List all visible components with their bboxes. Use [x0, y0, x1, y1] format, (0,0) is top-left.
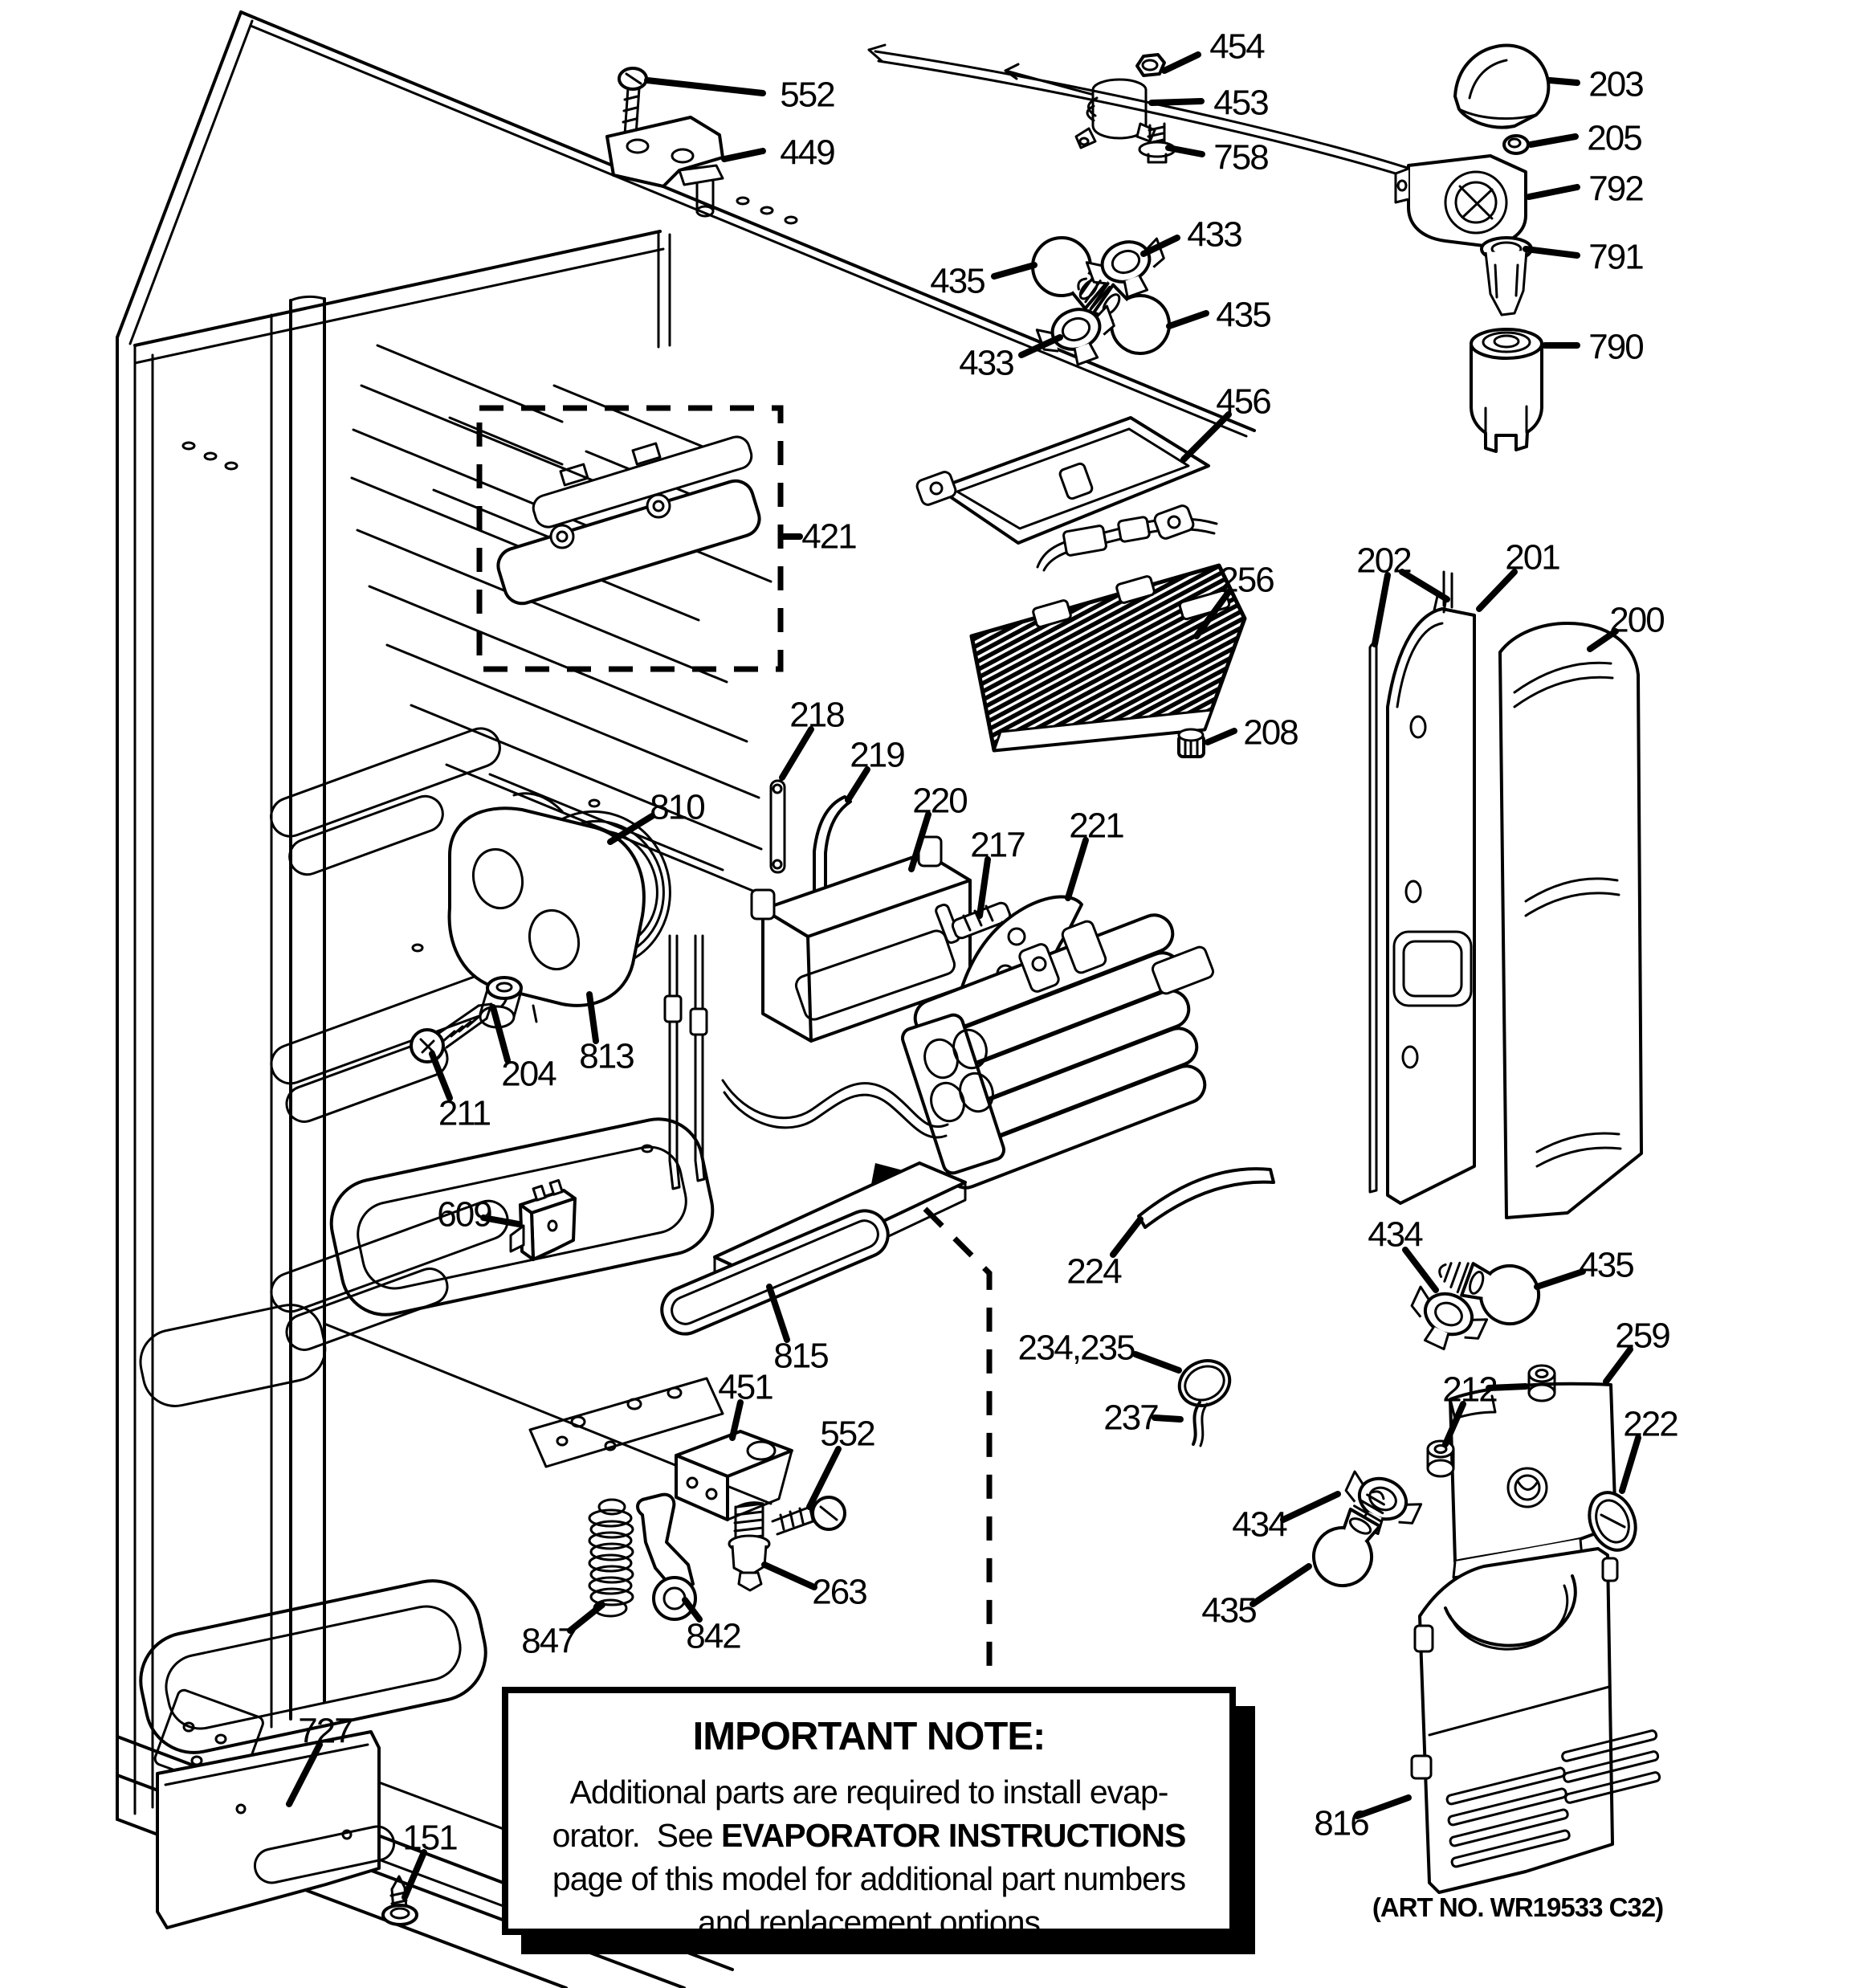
callout-label-456: 456 [1216, 382, 1270, 422]
callout-label-220: 220 [912, 781, 967, 821]
callout-leader-435 [994, 265, 1034, 276]
part-433-socket-left [1035, 299, 1123, 374]
part-816-evaporator-cover [1412, 1549, 1661, 1892]
callout-label-221: 221 [1069, 806, 1123, 846]
part-200-cover-panel [1500, 623, 1641, 1218]
callout-leader-435 [1169, 313, 1206, 326]
part-224-rail [1139, 1169, 1274, 1227]
callout-leader-791 [1526, 249, 1577, 255]
callout-label-434: 434 [1368, 1214, 1422, 1255]
callout-label-212: 212 [1442, 1370, 1497, 1410]
part-237-wire [1193, 1402, 1207, 1446]
part-790-water-filter [1471, 329, 1542, 451]
callout-leader-224 [1113, 1219, 1140, 1255]
callout-label-790: 790 [1588, 327, 1643, 367]
callout-label-791: 791 [1588, 237, 1643, 277]
callout-label-435: 435 [1201, 1590, 1256, 1631]
callout-label-211: 211 [438, 1093, 491, 1133]
important-note-title: IMPORTANT NOTE: [692, 1715, 1046, 1758]
callout-leader-435 [1253, 1566, 1309, 1604]
callout-label-433: 433 [959, 343, 1013, 383]
callout-leader-208 [1208, 731, 1234, 742]
callout-label-208: 208 [1243, 712, 1298, 753]
callout-label-259: 259 [1615, 1316, 1669, 1356]
callout-label-217: 217 [970, 825, 1025, 865]
note-line2-pre: orator. See [552, 1817, 721, 1854]
note-connector-dashed-line [925, 1209, 989, 1680]
note-line1: Additional parts are required to install evap- [569, 1774, 1168, 1810]
callout-leader-234,235 [1135, 1354, 1179, 1370]
callout-leader-202 [1375, 575, 1388, 644]
callout-label-237: 237 [1103, 1398, 1158, 1438]
callout-label-454: 454 [1209, 27, 1264, 67]
callout-label-449: 449 [780, 133, 834, 173]
callout-leader-792 [1529, 187, 1577, 197]
callout-leader-552 [647, 80, 763, 93]
callout-label-810: 810 [650, 787, 704, 827]
part-449-bracket [607, 117, 723, 216]
callout-label-433: 433 [1187, 214, 1241, 255]
callout-leader-203 [1550, 80, 1577, 83]
callout-leader-201 [1479, 572, 1514, 609]
callout-label-552: 552 [780, 75, 834, 115]
part-203-filter-cover-cap [1455, 46, 1548, 128]
callout-label-234,235: 234,235 [1017, 1328, 1135, 1368]
part-205-grommet [1504, 136, 1528, 153]
art-number: (ART NO. WR19533 C32) [1372, 1892, 1664, 1922]
callout-label-435: 435 [930, 261, 984, 301]
callout-label-815: 815 [773, 1336, 828, 1376]
part-212-grommet-lower [1428, 1441, 1453, 1476]
callout-label-204: 204 [501, 1054, 556, 1094]
callout-label-816: 816 [1314, 1803, 1368, 1843]
note-line3: page of this model for additional part numbers [552, 1860, 1186, 1897]
callout-leader-218 [782, 729, 811, 778]
callout-label-842: 842 [686, 1616, 740, 1656]
callout-label-435: 435 [1216, 295, 1270, 335]
callout-leader-205 [1531, 137, 1576, 145]
callout-label-847: 847 [521, 1621, 576, 1661]
part-454-nut [1137, 55, 1164, 76]
note-line4: and replacement options [697, 1904, 1041, 1941]
part-421-module [479, 408, 781, 669]
callout-label-434: 434 [1232, 1504, 1286, 1545]
callout-leader-449 [724, 151, 763, 159]
note-line2-bold: EVAPORATOR INSTRUCTIONS [720, 1817, 1186, 1854]
part-218-rod [771, 781, 785, 872]
callout-label-552: 552 [820, 1414, 874, 1454]
part-256-evaporator-cover [972, 565, 1245, 750]
callout-label-219: 219 [850, 735, 904, 775]
callout-label-202: 202 [1356, 541, 1411, 581]
callout-label-200: 200 [1609, 600, 1664, 640]
callout-leader-434 [1405, 1250, 1436, 1290]
part-208-cap [1179, 729, 1204, 757]
callout-leader-453 [1152, 101, 1201, 103]
callout-leader-434 [1283, 1494, 1338, 1520]
callout-label-201: 201 [1505, 537, 1559, 578]
callout-label-203: 203 [1588, 64, 1643, 104]
part-727-kick-plate [157, 1732, 397, 1928]
part-609-switch [511, 1180, 575, 1259]
important-note-box [502, 1687, 1236, 1941]
callout-label-453: 453 [1213, 83, 1268, 123]
part-234-235-ring [1172, 1353, 1237, 1414]
callout-leader-237 [1155, 1418, 1180, 1419]
part-847-spring [589, 1500, 633, 1616]
callout-label-435: 435 [1579, 1245, 1633, 1285]
callout-leader-222 [1622, 1438, 1638, 1491]
callout-label-792: 792 [1588, 169, 1643, 209]
callout-label-205: 205 [1587, 118, 1641, 158]
callout-leader-263 [764, 1565, 814, 1587]
callout-label-609: 609 [437, 1194, 491, 1235]
part-451-bracket [676, 1431, 792, 1520]
callout-label-263: 263 [812, 1572, 866, 1612]
callout-label-451: 451 [718, 1367, 773, 1407]
callout-label-218: 218 [789, 695, 844, 735]
callout-label-222: 222 [1623, 1404, 1678, 1444]
callout-label-256: 256 [1219, 560, 1274, 600]
important-note-body [508, 1770, 1229, 1944]
part-456-light-shield [915, 418, 1217, 570]
callout-label-727: 727 [298, 1711, 353, 1751]
callout-label-813: 813 [579, 1036, 634, 1076]
part-552-screw-top [619, 68, 646, 135]
callout-leader-454 [1164, 55, 1198, 71]
part-263-stud [729, 1503, 769, 1590]
callout-label-758: 758 [1213, 137, 1268, 178]
callout-label-224: 224 [1066, 1251, 1121, 1292]
callout-label-151: 151 [402, 1818, 457, 1858]
part-202-trim-strip [1370, 643, 1376, 1192]
part-201-panel [1388, 572, 1474, 1203]
part-evaporator [665, 910, 1215, 1194]
part-815-drip-tray [655, 1163, 965, 1341]
callout-label-421: 421 [801, 516, 856, 557]
callout-leader-221 [1068, 840, 1086, 898]
callout-leader-435 [1537, 1272, 1583, 1287]
